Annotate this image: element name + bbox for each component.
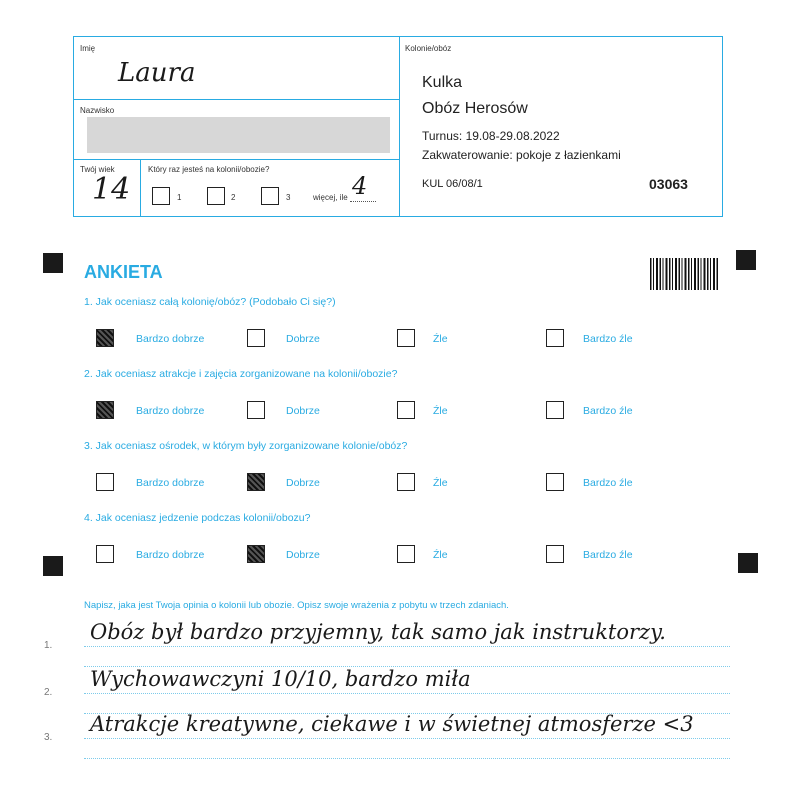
- question-3-option-2-checkbox[interactable]: [247, 473, 265, 491]
- question-4-option-4-checkbox[interactable]: [546, 545, 564, 563]
- more-dotted-line: [350, 201, 376, 202]
- opinion-line-3-number: 3.: [44, 732, 53, 743]
- question-2-option-2-label: Dobrze: [286, 405, 320, 417]
- surname-redacted-field: [87, 117, 390, 153]
- surname-label: Nazwisko: [80, 106, 115, 115]
- camp-label: Kolonie/obóz: [405, 44, 452, 53]
- opinion-line-3-rule-2: [84, 758, 730, 759]
- camp-subtitle: Obóz Herosów: [422, 100, 528, 117]
- registration-mark-bottom-right: [738, 553, 758, 573]
- question-4-option-3-checkbox[interactable]: [397, 545, 415, 563]
- accommodation-text: Zakwaterowanie: pokoje z łazienkami: [422, 148, 621, 162]
- question-4-option-1-label: Bardzo dobrze: [136, 549, 205, 561]
- question-4-option-2-label: Dobrze: [286, 549, 320, 561]
- question-1-option-4-label: Bardzo źle: [583, 333, 633, 345]
- times-checkbox-2[interactable]: [207, 187, 225, 205]
- question-4-option-2-checkbox[interactable]: [247, 545, 265, 563]
- turnus-text: Turnus: 19.08-29.08.2022: [422, 129, 560, 143]
- opinion-prompt: Napisz, jaka jest Twoja opinia o kolonii lub obozie. Opisz swoje wrażenia z pobytu w trzech zdaniach.: [84, 600, 509, 611]
- more-value[interactable]: 4: [352, 172, 368, 200]
- question-2-option-1-checkbox[interactable]: [96, 401, 114, 419]
- question-2-option-3-checkbox[interactable]: [397, 401, 415, 419]
- opinion-line-3-rule-1: [84, 738, 730, 739]
- question-3-option-1-label: Bardzo dobrze: [136, 477, 205, 489]
- question-1-option-3-checkbox[interactable]: [397, 329, 415, 347]
- times-checkbox-1[interactable]: [152, 187, 170, 205]
- question-4-option-3-label: Źle: [433, 549, 448, 561]
- question-3-option-1-checkbox[interactable]: [96, 473, 114, 491]
- question-2-option-3-label: Źle: [433, 405, 448, 417]
- question-3-option-2-label: Dobrze: [286, 477, 320, 489]
- question-4-option-1-checkbox[interactable]: [96, 545, 114, 563]
- question-3-option-3-label: Źle: [433, 477, 448, 489]
- times-option-1: 1: [177, 193, 182, 202]
- opinion-line-2-number: 2.: [44, 687, 53, 698]
- opinion-line-3-answer[interactable]: Atrakcje kreatywne, ciekawe i w świetnej atmosferze <3: [90, 712, 694, 736]
- camp-code: KUL 06/08/1: [422, 178, 483, 190]
- opinion-line-1-rule-1: [84, 646, 730, 647]
- opinion-line-2-rule-1: [84, 693, 730, 694]
- question-2-text: 2. Jak oceniasz atrakcje i zajęcia zorganizowane na kolonii/obozie?: [84, 368, 398, 380]
- question-2-option-2-checkbox[interactable]: [247, 401, 265, 419]
- question-2-option-4-label: Bardzo źle: [583, 405, 633, 417]
- registration-mark-top-left: [43, 253, 63, 273]
- age-value[interactable]: 14: [92, 172, 131, 207]
- question-1-option-2-checkbox[interactable]: [247, 329, 265, 347]
- question-2-option-4-checkbox[interactable]: [546, 401, 564, 419]
- question-1-option-4-checkbox[interactable]: [546, 329, 564, 347]
- camp-name: Kulka: [422, 74, 463, 91]
- opinion-line-1-answer[interactable]: Obóz był bardzo przyjemny, tak samo jak instruktorzy.: [90, 620, 666, 644]
- question-3-option-4-label: Bardzo źle: [583, 477, 633, 489]
- question-3-option-3-checkbox[interactable]: [397, 473, 415, 491]
- registration-mark-top-right: [736, 250, 756, 270]
- question-3-text: 3. Jak oceniasz ośrodek, w którym były zorganizowane kolonie/obóz?: [84, 440, 408, 452]
- question-1-option-1-label: Bardzo dobrze: [136, 333, 205, 345]
- barcode: [650, 258, 718, 290]
- question-1-option-2-label: Dobrze: [286, 333, 320, 345]
- question-1-option-3-label: Źle: [433, 333, 448, 345]
- times-checkbox-3[interactable]: [261, 187, 279, 205]
- opinion-line-2-answer[interactable]: Wychowawczyni 10/10, bardzo miła: [90, 667, 471, 691]
- name-label: Imię: [80, 44, 96, 53]
- times-label: Który raz jesteś na kolonii/obozie?: [148, 165, 270, 174]
- question-2-option-1-label: Bardzo dobrze: [136, 405, 205, 417]
- question-3-option-4-checkbox[interactable]: [546, 473, 564, 491]
- times-option-2: 2: [231, 193, 236, 202]
- question-1-option-1-checkbox[interactable]: [96, 329, 114, 347]
- times-option-3: 3: [286, 193, 291, 202]
- age-label: Twój wiek: [80, 165, 115, 174]
- question-4-option-4-label: Bardzo źle: [583, 549, 633, 561]
- name-value[interactable]: Laura: [118, 58, 196, 88]
- survey-title: ANKIETA: [84, 262, 163, 282]
- registration-mark-bottom-left: [43, 556, 63, 576]
- more-label: więcej, ile: [313, 193, 348, 202]
- question-1-text: 1. Jak oceniasz całą kolonię/obóz? (Podobało Ci się?): [84, 296, 336, 308]
- form-number: 03063: [649, 176, 688, 192]
- question-4-text: 4. Jak oceniasz jedzenie podczas kolonii/obozu?: [84, 512, 311, 524]
- opinion-line-1-number: 1.: [44, 640, 53, 651]
